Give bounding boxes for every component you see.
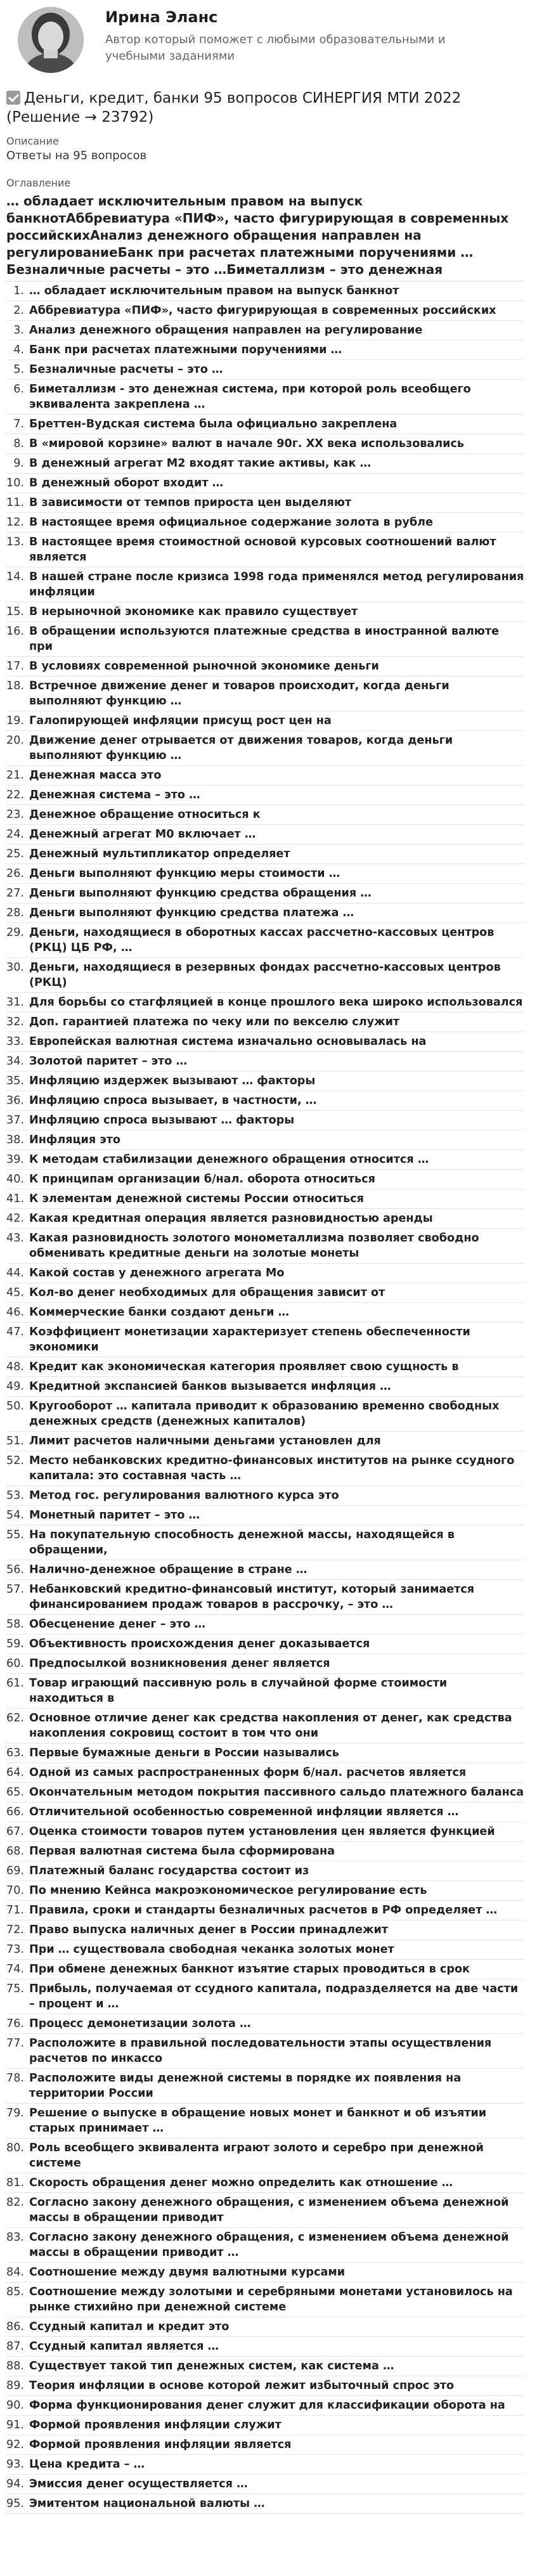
toc-item[interactable] — [6, 1920, 524, 1940]
toc-item-number: 54. — [6, 1509, 24, 1522]
toc-item-text: Деньги, находящиеся в резервных фондах рассчетно-кассовых центров (РКЦ) — [29, 961, 501, 989]
toc-item-number: 77. — [6, 2037, 24, 2050]
toc-item[interactable] — [6, 1709, 524, 1744]
toc-item-text: Согласно закону денежного обращения, с изменением объема денежной массы в обращении приводит — [29, 2196, 509, 2224]
toc-item[interactable] — [6, 1283, 524, 1303]
toc-item[interactable] — [6, 2416, 524, 2435]
toc-item-text: Расположите виды денежной системы в порядке их появления на территории России — [29, 2072, 462, 2100]
toc-item[interactable] — [6, 533, 524, 567]
toc-item-number: 22. — [6, 789, 24, 801]
toc-item-text: Ссудный капитал является … — [29, 2340, 219, 2353]
toc-item-text: Платежный баланс государства состоит из — [29, 1865, 309, 1877]
toc-item-number: 19. — [6, 715, 24, 727]
toc-item-text: Эмитентом национальной валюты … — [29, 2497, 265, 2510]
toc-item[interactable] — [6, 2396, 524, 2416]
toc-item-text: К принципам организации б/нал. оборота относиться — [29, 1173, 375, 1186]
toc-item-number: 74. — [6, 1963, 24, 1976]
toc-item-text: Роль всеобщего эквивалента играют золото и серебро при денежной системе — [29, 2142, 484, 2170]
toc-item-text: Обесценение денег – это … — [29, 1618, 206, 1631]
toc-item-text: Право выпуска наличных денег в России принадлежит — [29, 1924, 389, 1936]
toc-item[interactable] — [6, 474, 524, 493]
toc-item-text: Для борьбы со стагфляцией в конце прошлого века широко использовался — [29, 996, 523, 1009]
document-title-text: Деньги, кредит, банки 95 вопросов СИНЕРГИЯ МТИ 2022 (Решение → 23792) — [6, 90, 462, 126]
toc-item-number: 92. — [6, 2438, 24, 2451]
toc-item-number: 38. — [6, 1134, 24, 1146]
toc-item-number: 52. — [6, 1454, 24, 1467]
toc-item-number: 16. — [6, 625, 24, 638]
toc-item-number: 58. — [6, 1618, 24, 1631]
toc-item-text: В зависимости от темпов прироста цен выделяют — [29, 496, 352, 509]
toc-item[interactable] — [6, 1032, 524, 1052]
toc-item[interactable] — [6, 301, 524, 321]
document-title — [6, 89, 524, 127]
toc-item-text: Лимит расчетов наличными деньгами установлен для — [29, 1435, 381, 1447]
toc-item[interactable] — [6, 2376, 524, 2396]
toc-item-number: 51. — [6, 1435, 24, 1447]
toc-item[interactable] — [6, 454, 524, 474]
toc-item[interactable] — [6, 993, 524, 1013]
toc-item-text: Деньги выполняют функцию меры стоимости … — [29, 867, 340, 880]
toc-item[interactable] — [6, 1111, 524, 1130]
toc-item-number: 26. — [6, 867, 24, 880]
toc-item-number: 66. — [6, 1806, 24, 1818]
toc-item-text: Кредит как экономическая категория проявляет свою сущность в — [29, 1361, 459, 1373]
toc-item-number: 60. — [6, 1657, 24, 1670]
toc-item-text: При … существовала свободная чеканка золотых монет — [29, 1943, 394, 1956]
toc-item[interactable] — [6, 2104, 524, 2139]
toc-item-text: К методам стабилизации денежного обращения относится … — [29, 1153, 429, 1166]
toc-item-number: 93. — [6, 2458, 24, 2471]
toc-item-text: Ссудный капитал и кредит это — [29, 2320, 230, 2333]
toc-item[interactable] — [6, 1486, 524, 1506]
toc-item-text: Налично-денежное обращение в стране … — [29, 1563, 307, 1576]
toc-item-text: Небанковский кредитно-финансовый институт, который занимается финансированием продаж товаров в рассрочку, – это … — [29, 1583, 475, 1611]
toc-item-number: 62. — [6, 1712, 24, 1725]
toc-item-number: 4. — [13, 344, 24, 356]
toc-item[interactable] — [6, 282, 524, 301]
toc-item-text: Инфляцию издержек вызывают … факторы — [29, 1075, 316, 1087]
toc-item[interactable] — [6, 2069, 524, 2104]
toc-item-number: 67. — [6, 1825, 24, 1838]
toc-item-text: Банк при расчетах платежными поручениями … — [29, 344, 342, 356]
toc-item-text: Доп. гарантией платежа по чеку или по векселю служит — [29, 1016, 400, 1028]
toc-item-number: 7. — [13, 418, 24, 430]
toc-item-number: 17. — [6, 660, 24, 673]
toc-item[interactable] — [6, 2337, 524, 2357]
toc-item-number: 55. — [6, 1529, 24, 1541]
author-name[interactable]: Ирина Эланс — [105, 8, 218, 26]
toc-item[interactable] — [6, 1229, 524, 1264]
toc-item-text: Решение о выпуске в обращение новых монет и банкнот и об изъятии старых принимает … — [29, 2107, 487, 2135]
toc-item[interactable] — [6, 2475, 524, 2494]
toc-item-number: 79. — [6, 2107, 24, 2120]
toc-item[interactable] — [6, 1763, 524, 1783]
toc-item-text: Денежная масса это — [29, 769, 162, 782]
toc-item[interactable] — [6, 805, 524, 825]
toc-item-text: Безналичные расчеты – это … — [29, 363, 223, 376]
toc-item-text: … обладает исключительным правом на выпуск банкнот — [29, 285, 399, 297]
toc-item[interactable] — [6, 340, 524, 360]
toc-item-number: 8. — [13, 437, 24, 450]
toc-item[interactable] — [6, 1881, 524, 1901]
toc-item-text: В условиях современной рыночной экономике деньги — [29, 660, 379, 673]
toc-item[interactable] — [6, 864, 524, 884]
toc-item-text: В денежный агрегат М2 входят такие активы, как … — [29, 457, 372, 470]
toc-item-number: 23. — [6, 808, 24, 821]
toc-item-text: Встречное движение денег и товаров происходит, когда деньги выполняют функцию … — [29, 680, 450, 708]
toc-item-number: 45. — [6, 1286, 24, 1299]
toc-item-number: 84. — [6, 2266, 24, 2279]
avatar-image-icon — [16, 5, 86, 75]
toc-item[interactable] — [6, 1052, 524, 1071]
toc-item-number: 78. — [6, 2072, 24, 2085]
toc-item[interactable] — [6, 923, 524, 958]
toc-item-text: При обмене денежных банкнот изъятие старых проводиться в срок — [29, 1963, 470, 1976]
toc-item-number: 39. — [6, 1153, 24, 1166]
toc-item-text: Процесс демонетизации золота … — [29, 2017, 251, 2030]
toc-item-text: Биметаллизм - это денежная система, при которой роль всеобщего эквивалента закреплена … — [29, 383, 471, 411]
toc-item-number: 69. — [6, 1865, 24, 1877]
toc-item[interactable] — [6, 1170, 524, 1189]
toc-item-number: 76. — [6, 2017, 24, 2030]
toc-item-number: 32. — [6, 1016, 24, 1028]
toc-item[interactable] — [6, 1397, 524, 1432]
toc-item[interactable] — [6, 2014, 524, 2034]
toc-item-number: 10. — [6, 477, 24, 489]
toc-item-text: В нерыночной экономике как правило существует — [29, 605, 358, 618]
toc-item-text: Движение денег отрывается от движения товаров, когда деньги выполняют функцию … — [29, 734, 453, 762]
toc-item-text: В денежный оборот входит … — [29, 477, 224, 489]
toc-item[interactable] — [6, 676, 524, 711]
toc-item-text: Теория инфляции в основе которой лежит избыточный спрос это — [29, 2379, 455, 2392]
toc-item-number: 31. — [6, 996, 24, 1009]
toc-item[interactable] — [6, 1634, 524, 1654]
toc-item-number: 28. — [6, 907, 24, 919]
author-description: Автор который поможет с любыми образовательными и учебными заданиями — [105, 33, 446, 63]
toc-item-number: 35. — [6, 1075, 24, 1087]
toc-item-text: Правила, сроки и стандарты безналичных расчетов в РФ определяет … — [29, 1904, 498, 1917]
toc-item-number: 1. — [13, 285, 24, 297]
toc-item-text: Первые бумажные деньги в России назывались — [29, 1747, 339, 1759]
toc-item-number: 27. — [6, 887, 24, 900]
toc-item-number: 46. — [6, 1306, 24, 1319]
toc-item-number: 40. — [6, 1173, 24, 1186]
toc-item-text: Первая валютная система была сформирована — [29, 1845, 335, 1858]
toc-item[interactable] — [6, 1357, 524, 1377]
toc-item[interactable] — [6, 1979, 524, 2014]
toc-item[interactable] — [6, 1654, 524, 1674]
toc-item-text: К элементам денежной системы России относиться — [29, 1193, 364, 1205]
toc-item-number: 86. — [6, 2320, 24, 2333]
toc-list — [6, 281, 524, 2514]
toc-item-text: В «мировой корзине» валют в начале 90г. XX века использовались — [29, 437, 465, 450]
toc-item[interactable] — [6, 1451, 524, 1486]
toc-item[interactable] — [6, 1013, 524, 1032]
toc-item-number: 48. — [6, 1361, 24, 1373]
toc-item-number: 18. — [6, 680, 24, 692]
toc-item-text: Оценка стоимости товаров путем установления цен является функцией — [29, 1825, 495, 1838]
toc-item[interactable] — [6, 711, 524, 731]
toc-item-number: 42. — [6, 1212, 24, 1225]
toc-item[interactable] — [6, 1323, 524, 1357]
toc-item-number: 44. — [6, 1267, 24, 1279]
toc-item-text: Какой состав у денежного агрегата Мо — [29, 1267, 285, 1279]
toc-item-number: 30. — [6, 961, 24, 974]
toc-item-text: Инфляция это — [29, 1134, 121, 1146]
toc-item-number: 12. — [6, 516, 24, 529]
toc-item-number: 94. — [6, 2478, 24, 2490]
toc-item-number: 5. — [13, 363, 24, 376]
toc-item-text: Отличительной особенностью современной инфляции является … — [29, 1806, 459, 1818]
toc-item-text: Денежный мультипликатор определяет — [29, 848, 290, 860]
toc-item-text: Соотношение между золотыми и серебряными монетами установилось на рынке стихийно при денежной системе — [29, 2286, 513, 2314]
toc-item-text: Форма функционирования денег служит для классификации оборота на — [29, 2399, 505, 2412]
toc-item[interactable] — [6, 1901, 524, 1920]
toc-item-number: 2. — [13, 304, 24, 317]
toc-item[interactable] — [6, 731, 524, 766]
toc-item-text: Формой проявления инфляции является — [29, 2438, 292, 2451]
toc-item-text: Деньги, находящиеся в оборотных кассах рассчетно-кассовых центров (РКЦ) ЦБ РФ, … — [29, 926, 495, 954]
toc-item-text: Монетный паритет – это … — [29, 1509, 200, 1522]
toc-summary: … обладает исключительным правом на выпуск банкнотАббревиатура «ПИФ», часто фигурирующая в современных российскихАнализ денежного обращения направлен на регулированиеБанк при расчетах платежными поручениями …Безналичные расчеты – это …Биметаллизм – это денежная — [6, 193, 509, 277]
toc-item[interactable] — [6, 321, 524, 340]
toc-label: Оглавление — [6, 177, 71, 189]
description-label: Описание — [6, 135, 59, 147]
toc-item[interactable] — [6, 602, 524, 622]
toc-item[interactable] — [6, 1960, 524, 1979]
toc-item-number: 90. — [6, 2399, 24, 2412]
toc-item-number: 91. — [6, 2419, 24, 2431]
author-info — [105, 5, 460, 65]
toc-item-number: 14. — [6, 571, 24, 583]
toc-item-text: Прибыль, получаемая от ссудного капитала, подразделяется на две части – процент и … — [29, 1983, 519, 2010]
toc-item-text: Кредитной экспансией банков вызывается инфляция … — [29, 1380, 391, 1393]
toc-item[interactable] — [6, 380, 524, 415]
toc-item-number: 80. — [6, 2142, 24, 2154]
toc-item[interactable] — [6, 1803, 524, 1822]
toc-item-text: Существует такой тип денежных систем, как система … — [29, 2360, 394, 2372]
toc-item[interactable] — [6, 1940, 524, 1960]
toc-item-text: По мнению Кейнса макроэкономическое регулирование есть — [29, 1884, 427, 1897]
checkmark-icon — [6, 91, 20, 105]
toc-item-text: Цена кредита – … — [29, 2458, 145, 2471]
toc-item-text: Скорость обращения денег можно определить как отношение … — [29, 2177, 453, 2189]
toc-item[interactable] — [6, 2228, 524, 2263]
toc-item[interactable] — [6, 415, 524, 434]
toc-item-text: На покупательную способность денежной массы, находящейся в обращении, — [29, 1529, 455, 1557]
toc-item-number: 72. — [6, 1924, 24, 1936]
toc-item-text: Метод гос. регулирования валютного курса это — [29, 1489, 339, 1502]
toc-item[interactable] — [6, 825, 524, 845]
toc-item[interactable] — [6, 1615, 524, 1634]
toc-item-text: Европейская валютная система изначально основывалась на — [29, 1035, 427, 1048]
toc-item-text: Коэффициент монетизации характеризует степень обеспеченности экономики — [29, 1326, 470, 1354]
toc-item-text: Расположите в правильной последовательности этапы осуществления расчетов по инкассо — [29, 2037, 492, 2065]
toc-item-text: Окончательным методом покрытия пассивного сальдо платежного баланса — [29, 1786, 524, 1799]
toc-item-number: 82. — [6, 2196, 24, 2209]
toc-item-number: 33. — [6, 1035, 24, 1048]
toc-item-text: Соотношение между двумя валютными курсами — [29, 2266, 346, 2279]
toc-item-number: 71. — [6, 1904, 24, 1917]
toc-item[interactable] — [6, 1783, 524, 1803]
toc-item[interactable] — [6, 513, 524, 533]
toc-item[interactable] — [6, 884, 524, 903]
toc-item-text: Денежная система – это … — [29, 789, 200, 801]
toc-item[interactable] — [6, 1580, 524, 1615]
toc-item-text: Денежный агрегат М0 включает … — [29, 828, 256, 841]
toc-item[interactable] — [6, 2317, 524, 2337]
toc-item-number: 25. — [6, 848, 24, 860]
toc-item-number: 63. — [6, 1747, 24, 1759]
toc-item-text: Основное отличие денег как средства накопления от денег, как средства накопления сокровищ состоит в том что они — [29, 1712, 512, 1740]
toc-item-number: 53. — [6, 1489, 24, 1502]
toc-item-number: 89. — [6, 2379, 24, 2392]
toc-item-number: 49. — [6, 1380, 24, 1393]
toc-item[interactable] — [6, 2193, 524, 2228]
toc-item-number: 15. — [6, 605, 24, 618]
toc-item-text: Денежное обращение относиться к — [29, 808, 261, 821]
toc-item[interactable] — [6, 786, 524, 805]
toc-item-number: 61. — [6, 1677, 24, 1690]
toc-item-text: В обращении используются платежные средства в иностранной валюте при — [29, 625, 500, 653]
toc-item[interactable] — [6, 1822, 524, 1842]
toc-item[interactable] — [6, 1209, 524, 1229]
toc-item[interactable] — [6, 622, 524, 657]
toc-item-text: Кол-во денег необходимых для обращения зависит от — [29, 1286, 385, 1299]
toc-item[interactable] — [6, 1264, 524, 1283]
toc-item-number: 24. — [6, 828, 24, 841]
toc-item[interactable] — [6, 2139, 524, 2173]
toc-item-text: Какая кредитная операция является разновидностью аренды — [29, 1212, 433, 1225]
toc-item[interactable] — [6, 1091, 524, 1111]
toc-item-text: Предпосылкой возникновения денег является — [29, 1657, 330, 1670]
toc-item[interactable] — [6, 903, 524, 923]
toc-item[interactable] — [6, 1861, 524, 1881]
toc-item-number: 6. — [13, 383, 24, 396]
toc-item-number: 13. — [6, 536, 24, 548]
toc-item-number: 56. — [6, 1563, 24, 1576]
toc-item-number: 47. — [6, 1326, 24, 1338]
toc-item-text: Коммерческие банки создают деньги … — [29, 1306, 290, 1319]
toc-item[interactable] — [6, 2282, 524, 2317]
toc-item-text: Объективность происхождения денег доказывается — [29, 1638, 370, 1650]
toc-item-number: 87. — [6, 2340, 24, 2353]
toc-item-text: Согласно закону денежного обращения, с изменением объема денежной массы в обращении приводит … — [29, 2231, 509, 2259]
toc-item-text: Инфляцию спроса вызывает, в частности, … — [29, 1094, 317, 1107]
toc-item[interactable] — [6, 845, 524, 864]
toc-item[interactable] — [6, 2494, 524, 2514]
toc-item[interactable] — [6, 2034, 524, 2069]
toc-item[interactable] — [6, 657, 524, 676]
toc-item[interactable] — [6, 1525, 524, 1560]
toc-item-number: 34. — [6, 1055, 24, 1068]
toc-item[interactable] — [6, 2357, 524, 2376]
toc-item-number: 85. — [6, 2286, 24, 2298]
toc-item[interactable] — [6, 1303, 524, 1323]
toc-item-number: 11. — [6, 496, 24, 509]
toc-item-number: 83. — [6, 2231, 24, 2244]
toc-item-number: 21. — [6, 769, 24, 782]
toc-item[interactable] — [6, 493, 524, 513]
toc-item-number: 3. — [13, 324, 24, 337]
toc-item[interactable] — [6, 2435, 524, 2455]
toc-item-number: 64. — [6, 1766, 24, 1779]
toc-item-number: 70. — [6, 1884, 24, 1897]
toc-item-number: 95. — [6, 2497, 24, 2510]
toc-item-text: Галопирующей инфляции присущ рост цен на — [29, 715, 332, 727]
toc-item-text: Кругооборот … капитала приводит к образованию временно свободных денежных средств (денежных капиталов) — [29, 1400, 500, 1428]
toc-item-text: Деньги выполняют функцию средства обращения … — [29, 887, 372, 900]
toc-item-text: Инфляцию спроса вызывают … факторы — [29, 1114, 295, 1127]
toc-item-number: 88. — [6, 2360, 24, 2372]
toc-item[interactable] — [6, 1560, 524, 1580]
toc-item[interactable] — [6, 2263, 524, 2282]
toc-item-number: 57. — [6, 1583, 24, 1596]
avatar[interactable] — [6, 5, 95, 75]
toc-item-number: 81. — [6, 2177, 24, 2189]
toc-item-number: 36. — [6, 1094, 24, 1107]
toc-item-number: 37. — [6, 1114, 24, 1127]
author-header — [6, 0, 524, 79]
toc-item-text: Какая разновидность золотого монометаллизма позволяет свободно обменивать кредитные деньги на золотые монеты — [29, 1232, 479, 1260]
toc-item-number: 50. — [6, 1400, 24, 1413]
toc-item-text: Эмиссия денег осуществляется … — [29, 2478, 248, 2490]
toc-item[interactable] — [6, 434, 524, 454]
toc-item[interactable] — [6, 1506, 524, 1525]
toc-item[interactable] — [6, 1150, 524, 1170]
toc-item[interactable] — [6, 2173, 524, 2193]
toc-item[interactable] — [6, 1674, 524, 1709]
toc-item-text: В нашей стране после кризиса 1998 года применялся метод регулирования инфляции — [29, 571, 524, 599]
description-text: Ответы на 95 вопросов — [6, 149, 147, 162]
toc-item-text: Аббревиатура «ПИФ», часто фигурирующая в современных российских — [29, 304, 496, 317]
toc-item-number: 20. — [6, 734, 24, 747]
toc-item[interactable] — [6, 1130, 524, 1150]
toc-item-number: 68. — [6, 1845, 24, 1858]
toc-item-number: 65. — [6, 1786, 24, 1799]
toc-item-text: Место небанковских кредитно-финансовых институтов на рынке ссудного капитала: это составная часть … — [29, 1454, 515, 1482]
toc-item-number: 59. — [6, 1638, 24, 1650]
toc-item-number: 43. — [6, 1232, 24, 1245]
toc-item-text: Золотой паритет – это … — [29, 1055, 188, 1068]
toc-item[interactable] — [6, 1189, 524, 1209]
toc-item-text: Товар играющий пассивную роль в случайной форме стоимости находиться в — [29, 1677, 448, 1705]
toc-item-number: 9. — [13, 457, 24, 470]
toc-item[interactable] — [6, 2455, 524, 2475]
toc-item-text: Деньги выполняют функцию средства платежа … — [29, 907, 354, 919]
toc-item-number: 75. — [6, 1983, 24, 1995]
toc-item[interactable] — [6, 766, 524, 786]
toc-item[interactable] — [6, 1377, 524, 1397]
toc-item-text: Бреттен-Вудская система была официально закреплена — [29, 418, 398, 430]
toc-item-text: В настоящее время стоимостной основой курсовых соотношений валют является — [29, 536, 496, 564]
toc-item-number: 41. — [6, 1193, 24, 1205]
toc-item-text: В настоящее время официальное содержание золота в рубле — [29, 516, 433, 529]
toc-item-text: Одной из самых распространенных форм б/нал. расчетов является — [29, 1766, 467, 1779]
toc-item-text: Формой проявления инфляции служит — [29, 2419, 281, 2431]
toc-item-number: 73. — [6, 1943, 24, 1956]
toc-item[interactable] — [6, 360, 524, 380]
toc-item[interactable] — [6, 567, 524, 602]
toc-item-text: Анализ денежного обращения направлен на регулирование — [29, 324, 423, 337]
toc-item[interactable] — [6, 1744, 524, 1763]
toc-item[interactable] — [6, 1842, 524, 1861]
toc-item-number: 29. — [6, 926, 24, 939]
toc-item[interactable] — [6, 958, 524, 993]
toc-item[interactable] — [6, 1432, 524, 1451]
toc-item[interactable] — [6, 1071, 524, 1091]
